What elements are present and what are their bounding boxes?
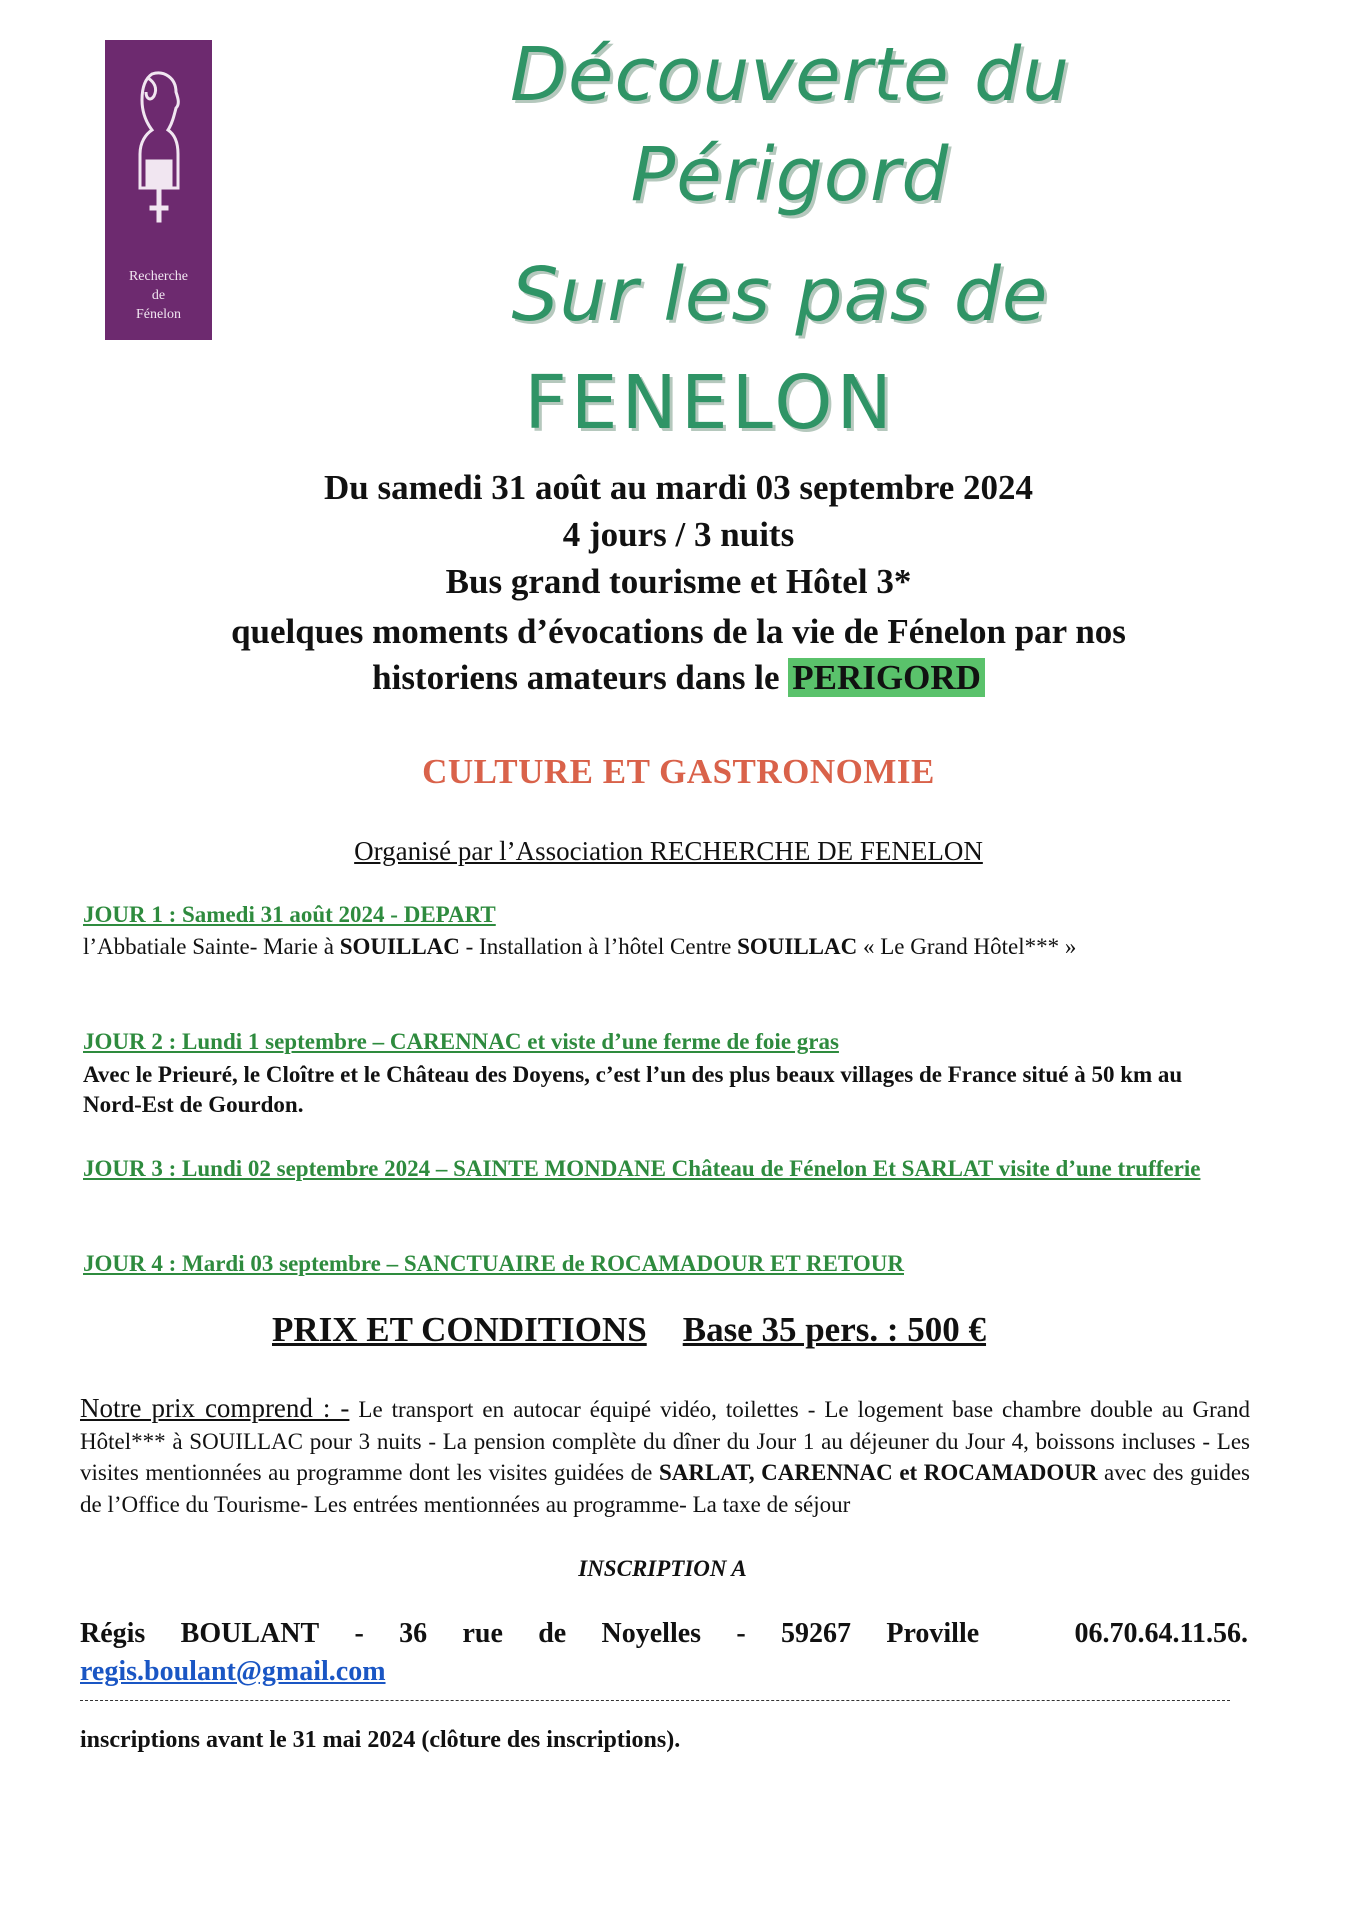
- price-label: PRIX ET CONDITIONS: [272, 1310, 647, 1349]
- contact-word: 59267: [781, 1618, 852, 1649]
- price-includes: [80, 1393, 1250, 1520]
- contact-address: [80, 1618, 1248, 1650]
- day-1-text-b: SOUILLAC: [339, 934, 460, 959]
- title-line-3: Sur les pas de: [511, 252, 1049, 338]
- contact-word: Proville: [886, 1618, 980, 1649]
- logo-line: Fénelon: [135, 307, 182, 322]
- registration-heading: INSCRIPTION A: [578, 1556, 747, 1581]
- includes-part-1: Le transport en autocar équipé vidéo, toilettes - Le logement base chambre double au Grand Hôtel*** à SOUILLAC pour 3 nuits - La pension complète du dîner du Jour 1 au déjeuner du Jour 4, boissons incluses - Les visites mentionnées au programme dont les visites guidées de: [80, 1397, 1250, 1485]
- organizer: [0, 836, 1337, 867]
- contact-word: 36: [399, 1618, 428, 1649]
- day-1-text-e: « Le Grand Hôtel*** »: [857, 934, 1077, 959]
- contact-phone: 06.70.64.11.56.: [1074, 1618, 1248, 1649]
- price-value: Base 35 pers. : 500 €: [682, 1310, 987, 1349]
- contact-word: rue: [462, 1618, 503, 1649]
- trip-transport: Bus grand tourisme et Hôtel 3*: [445, 562, 912, 601]
- title-line-4: FENELON: [524, 360, 896, 446]
- logo-line: de: [151, 288, 166, 303]
- contact-word: Régis: [80, 1618, 146, 1649]
- day-2-title: JOUR 2 : Lundi 1 septembre – CARENNAC et viste d’une ferme de foie gras: [83, 1029, 839, 1054]
- includes-bold: SARLAT, CARENNAC et ROCAMADOUR: [658, 1460, 1098, 1485]
- logo-line: Recherche: [128, 269, 189, 284]
- day-1-title: JOUR 1 : Samedi 31 août 2024 - DEPART: [83, 902, 496, 927]
- title-line-2: Périgord: [630, 132, 950, 218]
- day-1-text-d: SOUILLAC: [737, 934, 858, 959]
- trip-evocation-1: quelques moments d’évocations de la vie de Fénelon par nos: [231, 612, 1126, 651]
- day-1-text-c: - Installation à l’hôtel Centre: [459, 934, 738, 959]
- trip-evocation-2: [0, 658, 1357, 698]
- contact-word: -: [354, 1618, 364, 1649]
- evocation-text: historiens amateurs dans le: [372, 658, 780, 697]
- registration-deadline: inscriptions avant le 31 mai 2024 (clôture des inscriptions).: [80, 1727, 681, 1753]
- day-1-text: [83, 932, 1243, 962]
- association-logo: [105, 40, 212, 340]
- theme-heading: CULTURE ET GASTRONOMIE: [422, 752, 935, 791]
- contact-word: de: [538, 1618, 567, 1649]
- organizer-text: Organisé par l’Association RECHERCHE DE FENELON: [354, 836, 983, 866]
- includes-part-2: avec des guides de l’Office du Tourisme- Les entrées mentionnées au programme- La taxe de séjour: [80, 1460, 1251, 1517]
- fenelon-portrait-icon: [124, 68, 194, 238]
- logo-caption: [105, 267, 212, 324]
- title-line-1: Découverte du: [509, 32, 1071, 118]
- day-1-text-a: l’Abbatiale Sainte- Marie à: [83, 934, 340, 959]
- day-2-text: Avec le Prieuré, le Cloître et le Château des Doyens, c’est l’un des plus beaux villages de France situé à 50 km au Nord-Est de Gourdon.: [83, 1062, 1183, 1117]
- contact-word: Noyelles: [601, 1618, 702, 1649]
- highlight-perigord: PERIGORD: [788, 658, 985, 697]
- contact-email-link[interactable]: regis.boulant@gmail.com: [80, 1656, 386, 1687]
- trip-duration: 4 jours / 3 nuits: [562, 515, 795, 554]
- price-conditions: [272, 1310, 986, 1350]
- includes-lead: Notre prix comprend : -: [80, 1393, 350, 1423]
- day-4-title: JOUR 4 : Mardi 03 septembre – SANCTUAIRE de ROCAMADOUR ET RETOUR: [83, 1251, 904, 1276]
- day-3-title: JOUR 3 : Lundi 02 septembre 2024 – SAINTE MONDANE Château de Fénelon Et SARLAT visite d’une trufferie: [83, 1156, 1201, 1181]
- contact-word: BOULANT: [180, 1618, 320, 1649]
- contact-word: -: [736, 1618, 746, 1649]
- dashed-divider: [80, 1700, 1230, 1701]
- trip-dates: Du samedi 31 août au mardi 03 septembre 2024: [323, 468, 1034, 507]
